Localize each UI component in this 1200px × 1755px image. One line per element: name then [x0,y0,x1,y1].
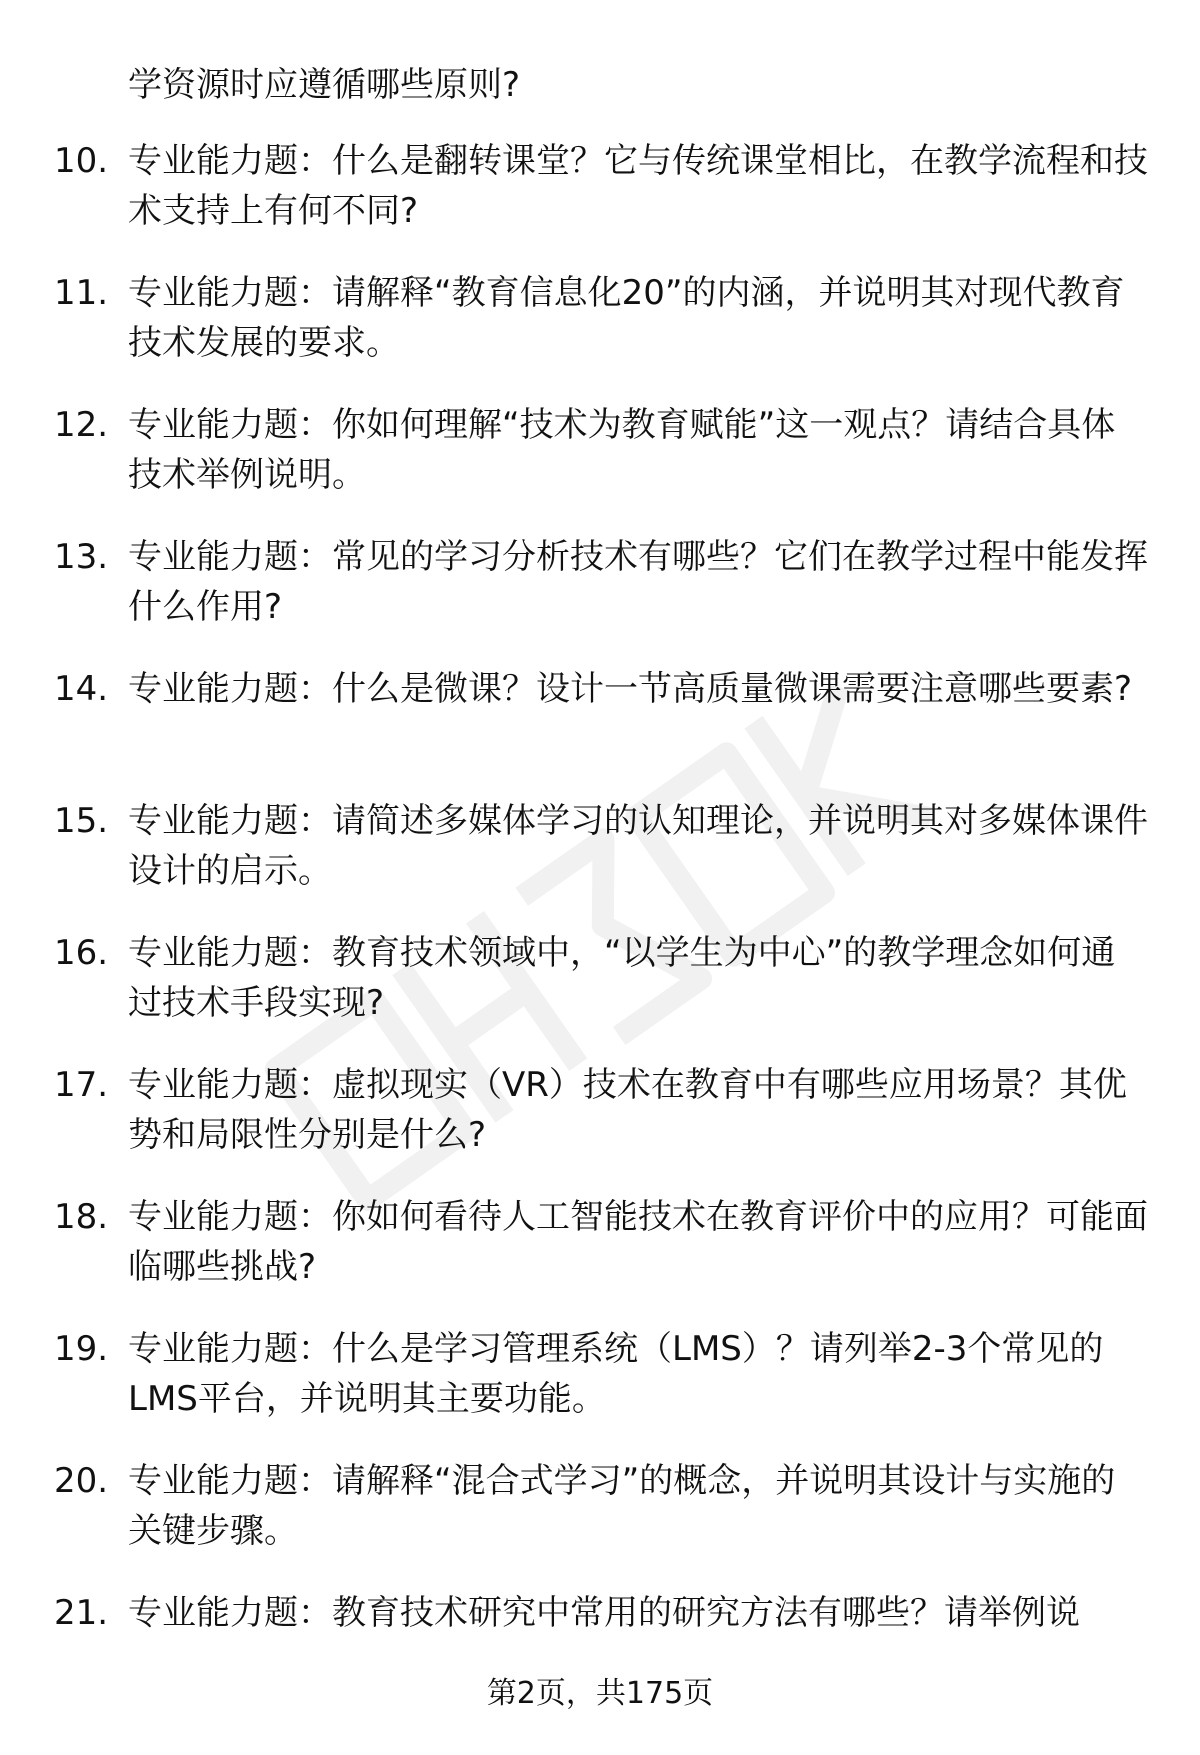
question-text: 专业能力题：虚拟现实（VR）技术在教育中有哪些应用场景？其优势和局限性分别是什么? [128,1065,1127,1155]
question-text: 专业能力题：你如何理解“技术为教育赋能”这一观点？请结合具体技术举例说明。 [128,405,1116,495]
question-number: 14. [54,669,109,709]
question-text: 专业能力题：请解释“混合式学习”的概念，并说明其设计与实施的关键步骤。 [128,1461,1116,1551]
list-item [0,928,1200,1060]
question-text: 专业能力题：教育技术领域中，“以学生为中心”的教学理念如何通过技术手段实现? [128,933,1116,1023]
question-text: 专业能力题：请简述多媒体学习的认知理论，并说明其对多媒体课件设计的启示。 [128,801,1148,891]
question-text: 专业能力题：什么是学习管理系统（LMS）？请列举2-3个常见的LMS平台，并说明其主要功能。 [128,1329,1104,1419]
list-item [0,1192,1200,1324]
question-number: 10. [54,141,109,181]
list-item [0,1456,1200,1588]
list-item [0,400,1200,532]
question-list [0,136,1200,1720]
question-number: 16. [54,933,109,973]
question-text: 专业能力题：什么是翻转课堂？它与传统课堂相比，在教学流程和技术支持上有何不同? [128,141,1148,231]
list-item [0,796,1200,928]
question-number: 11. [54,273,109,313]
question-number: 15. [54,801,109,841]
question-text: 专业能力题：常见的学习分析技术有哪些？它们在教学过程中能发挥什么作用? [128,537,1148,627]
list-item [0,532,1200,664]
question-number: 19. [54,1329,109,1369]
question-number: 20. [54,1461,109,1501]
list-item [0,268,1200,400]
question-number: 18. [54,1197,109,1237]
question-text: 专业能力题：你如何看待人工智能技术在教育评价中的应用？可能面临哪些挑战? [128,1197,1148,1287]
question-number: 13. [54,537,109,577]
question-text: 专业能力题：教育技术研究中常用的研究方法有哪些？请举例说 [128,1593,1080,1633]
question-text: 专业能力题：什么是微课？设计一节高质量微课需要注意哪些要素? [128,669,1133,709]
list-item [0,1324,1200,1456]
question-number: 21. [54,1593,109,1633]
question-number: 17. [54,1065,109,1105]
list-item [0,136,1200,268]
question-text: 专业能力题：请解释“教育信息化20”的内涵，并说明其对现代教育技术发展的要求。 [128,273,1125,363]
question-number: 12. [54,405,109,445]
list-item [0,664,1200,796]
page-footer: 第2页，共175页 [486,1676,714,1711]
list-item [0,1060,1200,1192]
continuation-text: 学资源时应遵循哪些原则? [128,65,521,105]
